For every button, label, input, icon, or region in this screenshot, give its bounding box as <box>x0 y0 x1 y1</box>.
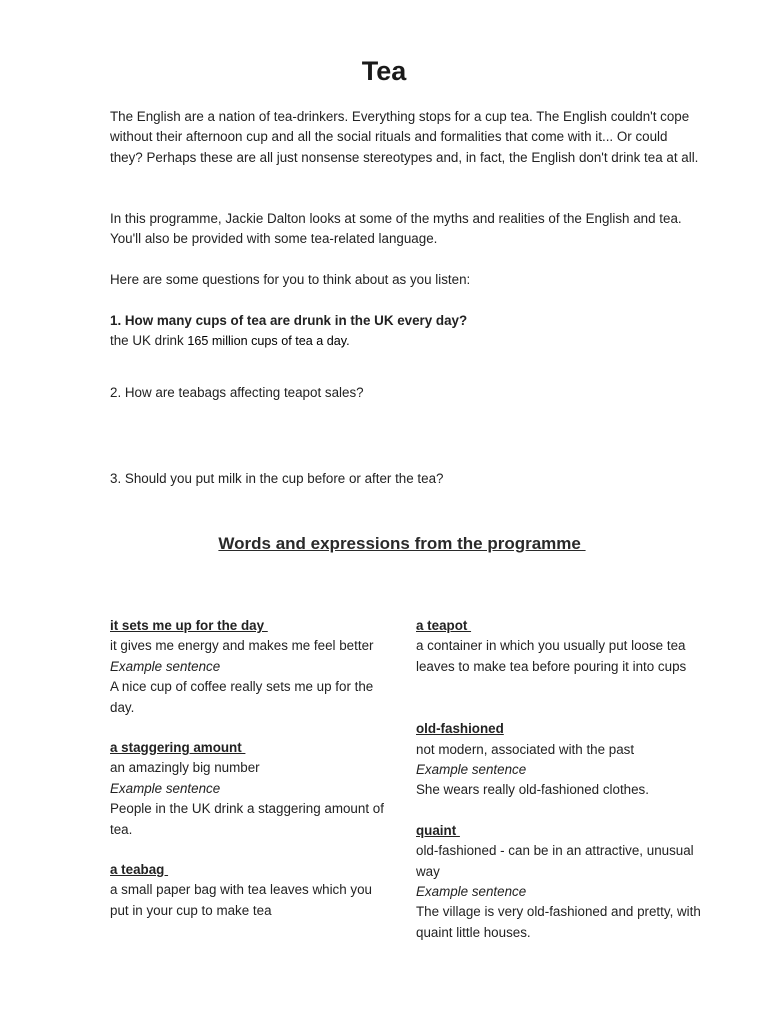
vocab-term: a teabag <box>110 862 169 878</box>
vocab-entry <box>416 719 706 801</box>
answer-1-value: 165 million cups of tea a day. <box>187 334 350 348</box>
example-label: Example sentence <box>416 884 527 900</box>
vocab-definition: an amazingly big number <box>110 760 260 776</box>
vocab-definition: old-fashioned - can be in an attractive, unusual way <box>416 843 694 879</box>
question-3: 3. Should you put milk in the cup before or after the tea? <box>110 471 444 486</box>
vocab-column-left <box>110 616 390 921</box>
example-sentence: She wears really old-fashioned clothes. <box>416 782 649 798</box>
example-sentence: The village is very old-fashioned and pretty, with quaint little houses. <box>416 904 701 940</box>
vocab-term: it sets me up for the day <box>110 618 268 633</box>
vocab-entry <box>110 860 390 921</box>
example-sentence: People in the UK drink a staggering amount of tea. <box>110 801 384 837</box>
page-title: Tea <box>361 56 407 86</box>
vocab-definition: not modern, associated with the past <box>416 741 635 757</box>
answer-1 <box>110 331 700 351</box>
vocab-term: quaint <box>416 822 460 838</box>
example-label: Example sentence <box>110 780 221 796</box>
vocab-entry <box>110 738 390 840</box>
vocab-column-right <box>416 616 706 943</box>
vocab-definition: a small paper bag with tea leaves which you put in your cup to make tea <box>110 882 373 918</box>
vocab-definition: it gives me energy and makes me feel better <box>110 638 374 654</box>
intro-paragraph-3: Here are some questions for you to think about as you listen: <box>110 272 471 287</box>
example-label: Example sentence <box>416 762 527 778</box>
question-2: 2. How are teabags affecting teapot sales? <box>110 385 364 400</box>
vocab-term: a staggering amount <box>110 740 246 756</box>
vocab-heading: Words and expressions from the programme <box>218 534 586 553</box>
vocab-entry <box>416 821 706 943</box>
example-label: Example sentence <box>110 658 221 674</box>
vocab-definition: a container in which you usually put loose tea leaves to make tea before pouring it into cups <box>416 638 687 674</box>
example-sentence: A nice cup of coffee really sets me up for the day. <box>110 679 374 715</box>
vocab-entry <box>416 616 706 677</box>
vocab-entry <box>110 616 390 718</box>
question-1: 1. How many cups of tea are drunk in the UK every day? <box>110 313 468 328</box>
vocab-term: old-fashioned <box>416 721 504 737</box>
intro-paragraph-2: In this programme, Jackie Dalton looks at some of the myths and realities of the English and tea. You'll also be provided with some tea-related language. <box>110 211 682 247</box>
vocab-term: a teapot <box>416 618 472 633</box>
answer-1-prefix: the UK drink <box>110 333 188 348</box>
intro-paragraph-1: The English are a nation of tea-drinkers. Everything stops for a cup tea. The English couldn't cope without their afternoon cup and all the social rituals and formalities that come with it... Or could they? Perhaps these are all just nonsense stereotypes and, in fact, the English don't drink tea at all. <box>110 109 699 165</box>
